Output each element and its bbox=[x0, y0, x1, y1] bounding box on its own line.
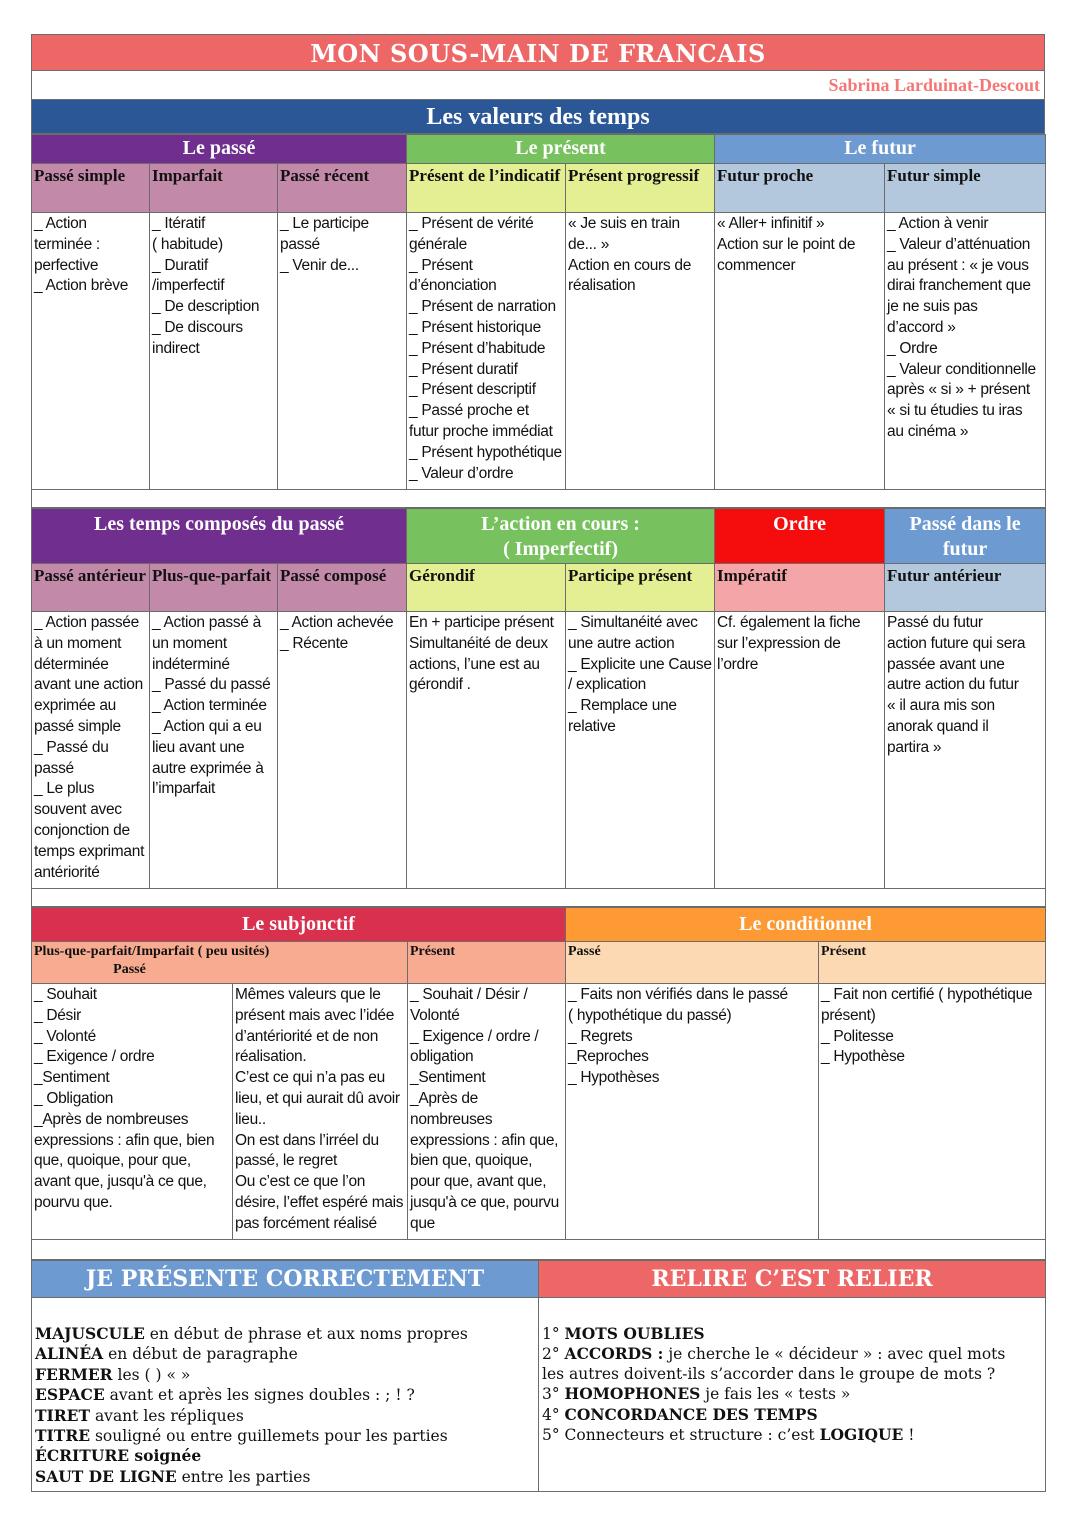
cell-participe-present: _ Simultanéité avec une autre action _ Explicite une Cause / explication _ Remplace une relative bbox=[566, 612, 715, 889]
col-plus-que-parfait: Plus-que-parfait bbox=[150, 564, 278, 612]
spacer-row bbox=[32, 889, 1046, 907]
pqp-imparfait-label: Plus-que-parfait/Imparfait ( peu usités) bbox=[34, 944, 270, 959]
presente-line bbox=[35, 1446, 535, 1466]
cell-passe-compose: _ Action achevée _ Récente bbox=[278, 612, 407, 889]
relire-pre: 4° bbox=[542, 1405, 565, 1424]
presente-line bbox=[35, 1324, 535, 1344]
cell-passe-anterieur: _ Action passée à un moment déterminée avant une action exprimée au passé simple _ Passé du passé _ Le plus souvent avec conjonction de temps exprimant antériorité bbox=[32, 612, 150, 889]
group-subjonctif: Le subjonctif bbox=[32, 908, 566, 942]
cell-conditionnel-present: _ Fait non certifié ( hypothétique présent) _ Politesse _ Hypothèse bbox=[819, 984, 1046, 1240]
col-conditionnel-passe: Passé bbox=[566, 942, 819, 984]
col-present-indicatif: Présent de l’indicatif bbox=[407, 164, 566, 213]
pqp-passe-label: Passé bbox=[113, 962, 146, 977]
col-imparfait: Imparfait bbox=[150, 164, 278, 213]
presente-key: TITRE bbox=[35, 1426, 91, 1446]
presente-rest: avant les répliques bbox=[90, 1406, 244, 1425]
group-action-en-cours bbox=[407, 509, 715, 564]
presente-key: ALINÉA bbox=[35, 1344, 104, 1364]
group-futur: Le futur bbox=[715, 135, 1046, 164]
presente-rest: avant et après les signes doubles : ; ! ? bbox=[104, 1386, 415, 1405]
presente-rest: en début de paragraphe bbox=[103, 1345, 298, 1364]
group-passe: Le passé bbox=[32, 135, 407, 164]
col-passe-recent: Passé récent bbox=[278, 164, 407, 213]
relire-list bbox=[539, 1298, 1046, 1492]
cell-present-progressif: « Je suis en train de... » Action en cours de réalisation bbox=[566, 213, 715, 490]
presente-key: FERMER bbox=[35, 1364, 113, 1384]
relire-line bbox=[542, 1344, 1042, 1384]
presente-line bbox=[35, 1426, 535, 1446]
modes-table bbox=[31, 907, 1046, 1260]
presente-line bbox=[35, 1385, 535, 1405]
presente-rest: entre les parties bbox=[176, 1467, 311, 1486]
presente-key: SAUT DE LIGNE bbox=[35, 1466, 177, 1486]
spacer-row bbox=[32, 1240, 1046, 1260]
col-pqp-imparfait bbox=[32, 942, 408, 984]
cell-passe-recent: _ Le participe passé _ Venir de... bbox=[278, 213, 407, 490]
relire-key: LOGIQUE bbox=[819, 1425, 904, 1445]
valeurs-title: Les valeurs des temps bbox=[31, 100, 1045, 134]
presente-key: ÉCRITURE soignée bbox=[35, 1446, 202, 1466]
group-temps-composes: Les temps composés du passé bbox=[32, 509, 407, 564]
relire-line bbox=[542, 1324, 1042, 1344]
presente-line bbox=[35, 1365, 535, 1385]
col-passe-compose: Passé composé bbox=[278, 564, 407, 612]
relire-line bbox=[542, 1425, 1042, 1445]
group-present: Le présent bbox=[407, 135, 715, 164]
group-ordre: Ordre bbox=[715, 509, 885, 564]
sous-main-sheet bbox=[31, 34, 1045, 1492]
relire-key: CONCORDANCE DES TEMPS bbox=[564, 1404, 818, 1424]
col-present-progressif: Présent progressif bbox=[566, 164, 715, 213]
col-participe-present: Participe présent bbox=[566, 564, 715, 612]
group-conditionnel: Le conditionnel bbox=[566, 908, 1046, 942]
action-line-2: ( Imperfectif) bbox=[503, 538, 618, 560]
cell-plus-que-parfait: _ Action passé à un moment indéterminé _ Passé du passé _ Action terminée _ Action qui a eu lieu avant une autre exprimée à l’imparfait bbox=[150, 612, 278, 889]
cell-subjonctif-present: _ Souhait / Désir / Volonté _ Exigence / ordre / obligation _Sentiment _Après de nombreuses expressions : afin que, bien que, quoique, pour que, avant que, jusqu'à ce que, pourvu que bbox=[408, 984, 566, 1240]
cell-passe-simple: _ Action terminée : perfective _ Action brève bbox=[32, 213, 150, 490]
relire-rest: je cherche le « décideur » : avec quel mots les autres doivent-ils s’accorder dans le groupe de mots ? bbox=[542, 1345, 1006, 1383]
relire-pre: 3° bbox=[542, 1385, 565, 1404]
relire-pre: 5° Connecteurs et structure : c’est bbox=[542, 1426, 820, 1445]
col-subjonctif-present: Présent bbox=[408, 942, 566, 984]
cell-subjonctif-valeurs: _ Souhait _ Désir _ Volonté _ Exigence / ordre _Sentiment _ Obligation _Après de nombreuses expressions : afin que, bien que, quoique, pour que, avant que, jusqu'à ce que, pourvu que. bbox=[32, 984, 233, 1240]
cell-futur-proche: « Aller+ infinitif » Action sur le point de commencer bbox=[715, 213, 885, 490]
cell-imparfait: _ Itératif ( habitude) _ Duratif /imperfectif _ De description _ De discours indirect bbox=[150, 213, 278, 490]
col-futur-proche: Futur proche bbox=[715, 164, 885, 213]
col-passe-simple: Passé simple bbox=[32, 164, 150, 213]
relire-pre: 1° bbox=[542, 1325, 565, 1343]
author-name: Sabrina Larduinat-Descout bbox=[31, 71, 1045, 100]
page-title: MON SOUS-MAIN DE FRANCAIS bbox=[31, 34, 1045, 71]
presente-list bbox=[32, 1298, 539, 1492]
cell-subjonctif-passe: Mêmes valeurs que le présent mais avec l’idée d’antériorité et de non réalisation. C’est ce qui n’a pas eu lieu, et qui aurait dû avoir lieu.. On est dans l’irréel du passé, le regret Ou c’est ce que l’on désire, l’effet espéré mais pas forcément réalisé bbox=[233, 984, 408, 1240]
action-line-1: L’action en cours : bbox=[481, 513, 640, 535]
col-futur-anterieur: Futur antérieur bbox=[885, 564, 1046, 612]
presente-line bbox=[35, 1344, 535, 1364]
presente-line bbox=[35, 1467, 535, 1487]
relire-pre: 2° bbox=[542, 1345, 565, 1364]
relire-key: MOTS OUBLIES bbox=[564, 1324, 705, 1343]
col-futur-simple: Futur simple bbox=[885, 164, 1046, 213]
spacer-row bbox=[32, 490, 1046, 508]
relire-rest: ! bbox=[903, 1426, 915, 1445]
relire-title: RELIRE C’EST RELIER bbox=[539, 1261, 1046, 1298]
col-passe-anterieur: Passé antérieur bbox=[32, 564, 150, 612]
cell-present-indicatif: _ Présent de vérité générale _ Présent d’énonciation _ Présent de narration _ Présent historique _ Présent d’habitude _ Présent duratif _ Présent descriptif _ Passé proche et futur proche immédiat _ Présent hypothétique _ Valeur d’ordre bbox=[407, 213, 566, 490]
composes-table bbox=[31, 508, 1046, 907]
presente-key: TIRET bbox=[35, 1405, 91, 1425]
presente-key: MAJUSCULE bbox=[35, 1324, 145, 1343]
presente-rest: en début de phrase et aux noms propres bbox=[144, 1325, 468, 1343]
relire-line bbox=[542, 1405, 1042, 1425]
col-conditionnel-present: Présent bbox=[819, 942, 1046, 984]
cell-futur-anterieur: Passé du futur action future qui sera passée avant une autre action du futur « il aura mis son anorak quand il partira » bbox=[885, 612, 1046, 889]
presente-rest: les ( ) « » bbox=[112, 1365, 191, 1384]
presente-rest: souligné ou entre guillemets pour les parties bbox=[90, 1427, 448, 1446]
presente-key: ESPACE bbox=[35, 1385, 105, 1405]
cell-futur-simple: _ Action à venir _ Valeur d’atténuation au présent : « je vous dirai franchement que je ne suis pas d’accord » _ Ordre _ Valeur conditionnelle après « si » + présent « si tu étudies tu iras au cinéma » bbox=[885, 213, 1046, 490]
group-passe-dans-futur: Passé dans le futur bbox=[885, 509, 1046, 564]
presente-line bbox=[35, 1406, 535, 1426]
cell-gerondif: En + participe présent Simultanéité de deux actions, l’une est au gérondif . bbox=[407, 612, 566, 889]
relire-line bbox=[542, 1384, 1042, 1404]
col-imperatif: Impératif bbox=[715, 564, 885, 612]
col-gerondif: Gérondif bbox=[407, 564, 566, 612]
relire-key: HOMOPHONES bbox=[564, 1384, 701, 1404]
valeurs-table bbox=[31, 134, 1046, 508]
methode-table bbox=[31, 1260, 1046, 1492]
relire-key: ACCORDS : bbox=[564, 1344, 664, 1364]
presente-title: JE PRÉSENTE CORRECTEMENT bbox=[32, 1261, 539, 1298]
relire-rest: je fais les « tests » bbox=[700, 1385, 851, 1404]
cell-imperatif: Cf. également la fiche sur l’expression de l’ordre bbox=[715, 612, 885, 889]
cell-conditionnel-passe: _ Faits non vérifiés dans le passé ( hypothétique du passé) _ Regrets _Reproches _ Hypothèses bbox=[566, 984, 819, 1240]
